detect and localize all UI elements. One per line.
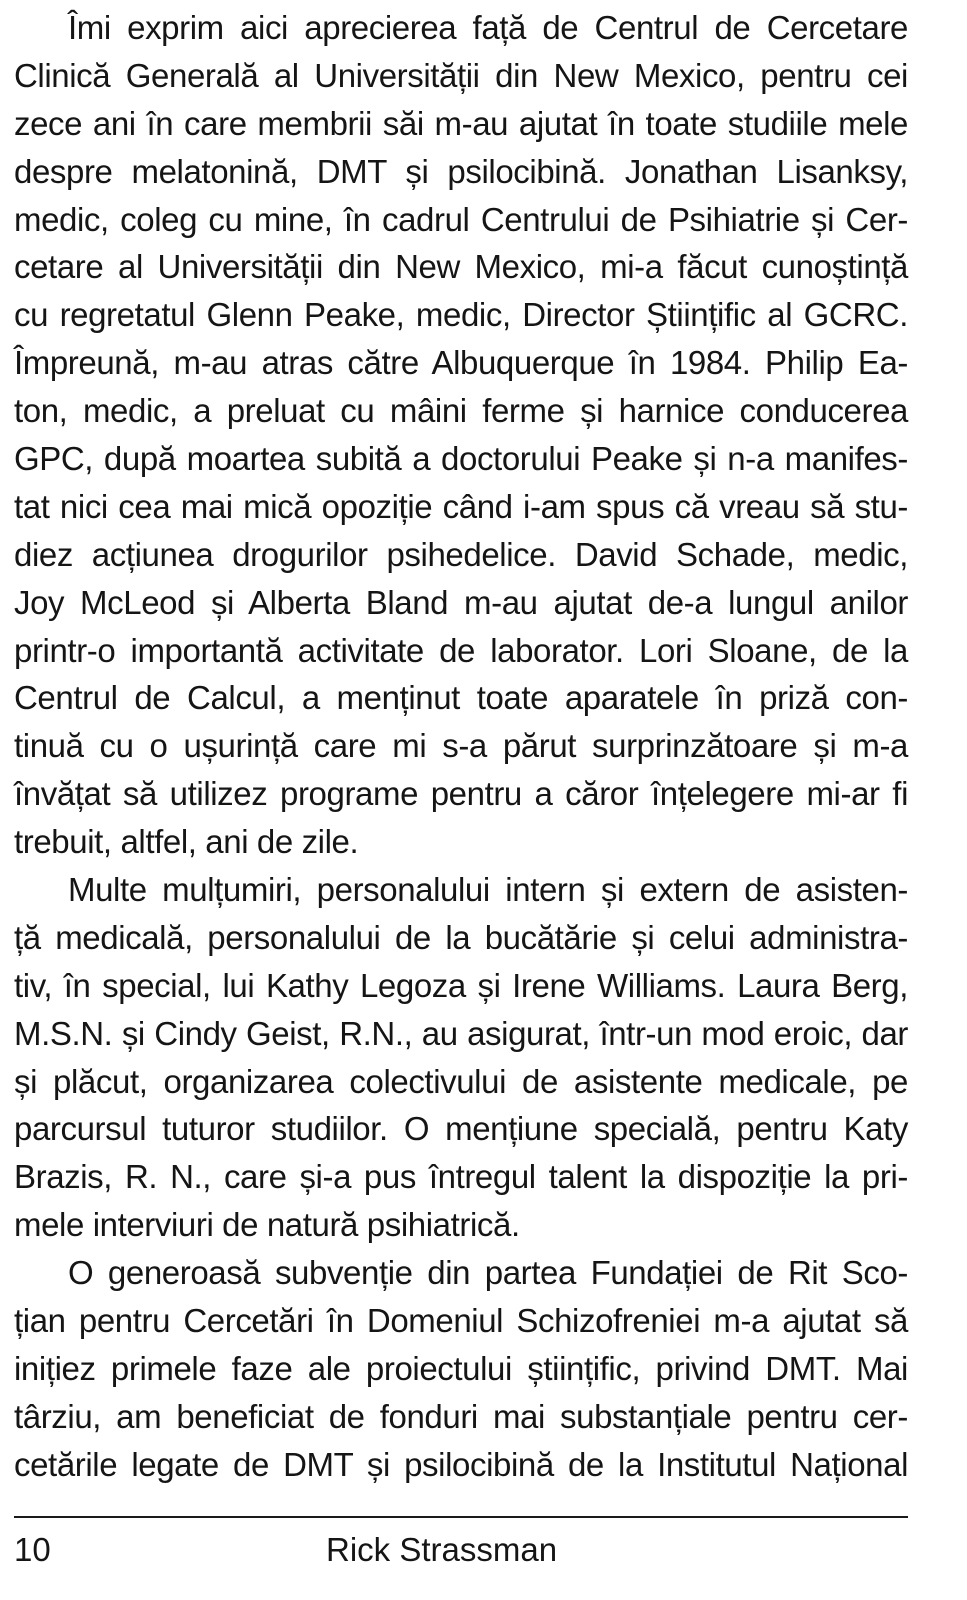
page-number: 10 [14,1531,51,1568]
paragraph-1-line: cetare al Universității din New Mexico, mi-a făcut cunoștință [14,248,908,286]
paragraph-1-line: Joy McLeod și Alberta Bland m-au ajutat de-a lungul anilor [14,583,908,621]
body-text [14,0,908,1489]
paragraph-2-line: Brazis, R. N., care și-a pus întregul talent la dispoziție la pri- [14,1158,908,1196]
footer-rule [14,1516,908,1518]
paragraph-1-line: medic, coleg cu mine, în cadrul Centrului de Psihiatrie și Cer- [14,200,908,238]
paragraph-1-line: zece ani în care membrii săi m-au ajutat în toate studiile mele [14,104,908,142]
paragraph-1-line: cu regretatul Glenn Peake, medic, Director Științific al GCRC. [14,296,908,334]
paragraph-1-line: diez acțiunea drogurilor psihedelice. David Schade, medic, [14,535,908,573]
book-page [14,0,908,1600]
paragraph-2-line: ță medicală, personalului de la bucătărie și celui administra- [14,918,908,956]
paragraph-3-line: inițiez primele faze ale proiectului științific, privind DMT. Mai [14,1349,908,1387]
paragraph-1-line: tat nici cea mai mică opoziție când i-am spus că vreau să stu- [14,487,908,525]
paragraph-1-line: ton, medic, a preluat cu mâini ferme și harnice conducerea [14,392,908,430]
paragraph-3-line: O generoasă subvenție din partea Fundației de Rit Sco- [68,1254,908,1292]
paragraph-1-line: tinuă cu o ușurință care mi s-a părut surprinzătoare și m-a [14,727,908,765]
paragraph-1-line: Centrul de Calcul, a menținut toate aparatele în priză con- [14,679,908,717]
paragraph-1-line: învățat să utilizez programe pentru a căror înțelegere mi-ar fi [14,775,908,813]
paragraph-1-line: despre melatonină, DMT și psilocibină. Jonathan Lisanksy, [14,152,908,190]
paragraph-2-line: mele interviuri de natură psihiatrică. [14,1206,520,1244]
paragraph-1-line: Îmi exprim aici aprecierea față de Centrul de Cercetare [68,9,908,46]
paragraph-1-line: printr-o importantă activitate de laborator. Lori Sloane, de la [14,631,908,669]
paragraph-3-line: cetările legate de DMT și psilocibină de la Institutul Național [14,1445,908,1483]
paragraph-1-line: Clinică Generală al Universității din New Mexico, pentru cei [14,56,908,94]
paragraph-2-line: M.S.N. și Cindy Geist, R.N., au asigurat, într-un mod eroic, dar [14,1014,908,1052]
paragraph-2-line: Multe mulțumiri, personalului intern și extern de asisten- [68,871,908,909]
running-head-author: Rick Strassman [326,1531,558,1568]
paragraph-1-line: Împreună, m-au atras către Albuquerque în 1984. Philip Ea- [14,344,908,382]
paragraph-3-line: târziu, am beneficiat de fonduri mai substanțiale pentru cer- [14,1397,908,1435]
paragraph-1-line: trebuit, altfel, ani de zile. [14,823,359,861]
paragraph-2-line: și plăcut, organizarea colectivului de asistente medicale, pe [14,1062,908,1100]
paragraph-3-line: țian pentru Cercetări în Domeniul Schizofreniei m-a ajutat să [14,1302,908,1340]
paragraph-2-line: parcursul tuturor studiilor. O mențiune specială, pentru Katy [14,1110,908,1148]
paragraph-2-line: tiv, în special, lui Kathy Legoza și Irene Williams. Laura Berg, [14,966,908,1004]
paragraph-1-line: GPC, după moartea subită a doctorului Peake și n-a manifes- [14,440,908,478]
